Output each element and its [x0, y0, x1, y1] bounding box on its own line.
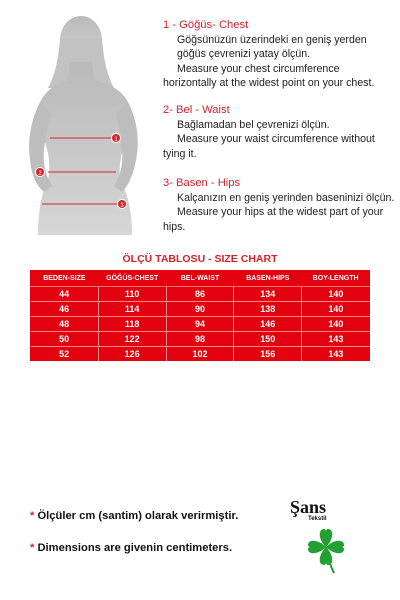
table-row	[31, 302, 370, 317]
hips-text-en: Measure your hips at the widest part of your hips.	[163, 206, 384, 233]
marker-2	[36, 168, 45, 178]
note-star: *	[30, 510, 35, 522]
table-cell: 118	[98, 317, 166, 332]
svg-text:2: 2	[38, 171, 42, 177]
hips-heading: 3- Basen - Hips	[163, 177, 241, 189]
table-row	[31, 347, 370, 362]
table-cell: 140	[302, 302, 370, 317]
table-cell: 134	[234, 287, 302, 302]
marker-3	[118, 200, 127, 210]
table-cell: 126	[98, 347, 166, 362]
hips-text-tr: Kalçanızın en geniş yerinden baseninizi ölçün.	[177, 191, 395, 204]
table-cell: 48	[31, 317, 99, 332]
col-header-hips: BASEN-HIPS	[234, 271, 302, 287]
body-measurement-figure	[8, 10, 158, 242]
logo-name: Şans	[290, 497, 327, 517]
chest-heading: 1 - Göğüs- Chest	[163, 19, 249, 31]
table-cell: 140	[302, 317, 370, 332]
hips-instructions	[163, 176, 395, 234]
table-cell: 146	[234, 317, 302, 332]
table-cell: 46	[31, 302, 99, 317]
table-cell: 150	[234, 332, 302, 347]
chest-text-tr: Göğsünüzün üzerindeki en geniş yerden göğüs çevrenizi yatay ölçün.	[177, 33, 367, 61]
logo-subtitle: Tekstil	[308, 516, 327, 522]
note-text-tr: Ölçüler cm (santim) olarak verirmiştir.	[37, 510, 239, 522]
size-chart-table	[30, 270, 370, 361]
note-text-en: Dimensions are givenin centimeters.	[37, 542, 233, 554]
table-cell: 140	[302, 287, 370, 302]
waist-instructions	[163, 103, 395, 161]
note-star: *	[30, 542, 35, 554]
table-cell: 94	[166, 317, 234, 332]
svg-text:1: 1	[114, 137, 118, 143]
col-header-size: BEDEN-SIZE	[31, 271, 99, 287]
table-cell: 50	[31, 332, 99, 347]
table-cell: 122	[98, 332, 166, 347]
waist-heading: 2- Bel - Waist	[163, 104, 230, 116]
svg-text:3: 3	[120, 203, 124, 209]
size-chart-header-row	[31, 271, 370, 287]
waist-text-tr: Bağlamadan bel çevrenizi ölçün.	[177, 118, 330, 131]
table-cell: 114	[98, 302, 166, 317]
col-header-waist: BEL-WAIST	[166, 271, 234, 287]
marker-1	[112, 134, 121, 144]
brand-logo	[290, 497, 350, 579]
table-row	[31, 317, 370, 332]
table-row	[31, 287, 370, 302]
table-cell: 98	[166, 332, 234, 347]
table-cell: 90	[166, 302, 234, 317]
waist-text-en: Measure your waist circumference without tying it.	[163, 133, 375, 160]
table-cell: 143	[302, 347, 370, 362]
table-cell: 52	[31, 347, 99, 362]
table-cell: 110	[98, 287, 166, 302]
table-cell: 102	[166, 347, 234, 362]
table-cell: 156	[234, 347, 302, 362]
col-header-length: BOY-LENGTH	[302, 271, 370, 287]
note-english	[30, 542, 232, 554]
note-turkish	[30, 510, 238, 522]
table-cell: 138	[234, 302, 302, 317]
chest-text-en: Measure your chest circumference horizontally at the widest point on your chest.	[163, 62, 375, 90]
size-chart-title: ÖLÇÜ TABLOSU - SIZE CHART	[122, 253, 278, 265]
four-leaf-clover-icon	[304, 525, 348, 575]
chest-instructions	[163, 18, 395, 91]
table-row	[31, 332, 370, 347]
table-cell: 143	[302, 332, 370, 347]
mannequin-silhouette	[8, 10, 158, 242]
table-cell: 44	[31, 287, 99, 302]
col-header-chest: GÖĞÜS-CHEST	[98, 271, 166, 287]
table-cell: 86	[166, 287, 234, 302]
